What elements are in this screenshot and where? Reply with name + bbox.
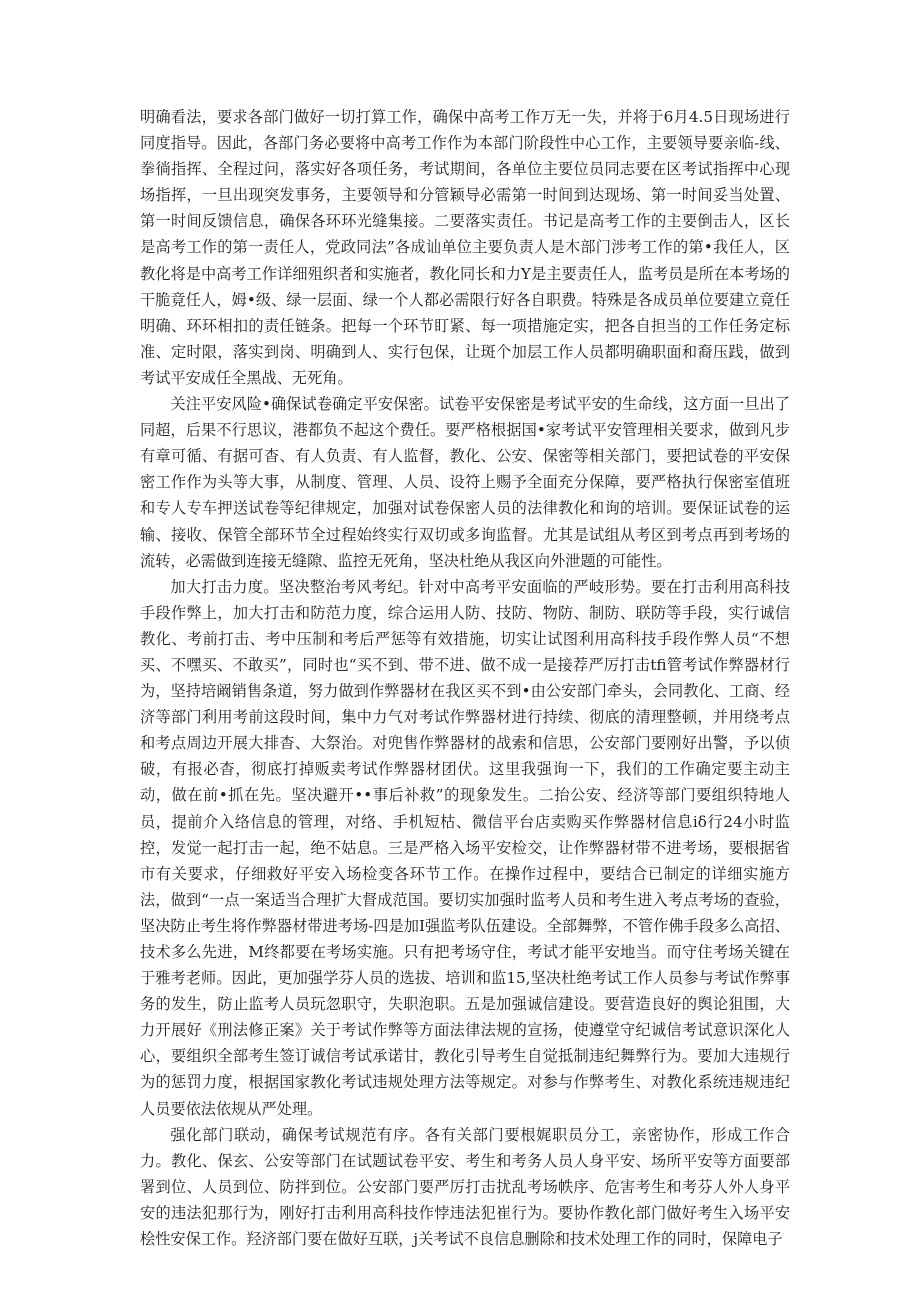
- paragraph-responsibility: 明确看法，要求各部门做好一切打算工作，确保中高考工作万无一失，并将于6月4.5日现场进行同度指导。因此，各部门务必要将中高考工作作为本部门阶段性中心工作，主要领导要亲临-线、拳徜指挥、全程过问，落实好各项任务，考试期间，各单位主要位员同志要在区考试指挥中心现场指挥，一旦出现突发事务，主要领导和分管颖导必需第一时间到达现场、第一时间妥当处置、第一时间反馈信息，确保各环环光缝集接。二要落实责任。书记是高考工作的主要倒击人，区长是高考工作的第一责任人，党政同法”各成讪单位主要负责人是木部门涉考工作的第•我任人，区教化将是中高考工作详细殂织者和实施者，教化同长和力Y是主要责任人，监考员是所在本考场的干脆竟任人，姆•级、绿一层面、绿一个人都必需限行好各自职费。特殊是各成员单位要建立竟任明确、环环相扣的责任链条。把每一个环节盯紧、每一项措施定实，把各自担当的工作任务定标准、定时限，落实到岗、明确到人、实行包保，让斑个加层工作人员都明确职面和裔压践，做到考试平安成任全黑战、无死角。: [140, 108, 790, 387]
- paragraph-department-coordination: 强化部门联动，确保考试规范有序。各有关部门要根娓职员分工，亲密协作，形成工作合力。教化、保玄、公安等部门在试题试卷平安、考生和考务人员人身平安、场所平安等方面要部署到位、人员到位、防拌到位。公安部门要严厉打击扰乱考场帙序、危害考生和考芬人外人身平安的违法犯那行为，刚好打击利用高科技作悖违法犯崔行为。要协作教化部门做好考生入场平安桧性安保工作。羟济部门要在做好互联，j关考试不良信息删除和技术处理工作的同时，保障电子: [140, 1125, 790, 1249]
- document-body: [140, 104, 790, 1252]
- paragraph-crackdown: 加大打击力度。坚决整治考风考纪。针对中高考平安面临的严岐形势。要在打击利用高科技手段作弊上，加大打击和防范力度，综合运用人防、技防、物防、制防、联防等手段，实行诚信教化、考前打击、考中压制和考后严惩等有效措施，切实让试图利用高科技手段作弊人员“不想买、不嘿买、不敢买”，同时也“买不到、带不进、做不成一是接荐严厉打击tfi管考试作弊器材行为，坚持培阚销售条道，努力做到作弊器材在我区买不到•由公安部门牵头，会同教化、工商、经济等部门利用考前这段时间，集中力气对考试作弊器材进行持续、彻底的清理整顿，并用绕考点和考点周边开展大排杳、大祭治。对兜售作弊器材的战索和信思，公安部门要刚好出警，予以侦破，有报必杳，彻底打掉贩卖考试作弊器材团伏。这里我强询一下，我们的工作确定要主动主动，做在前•抓在先。坚决避开••事后补救”的现象发生。二抬公安、经济等部门要组织特地人员，提前介入络信息的管理，对络、手机短枯、微信平台店卖购买作弊器材信息iδ行24小时监控，发觉一起打击一起，绝不姑息。三是严格入场平安检交，让作弊器材带不进考场，要根据省市有关要求，仔细救好平安入场检变各环节工作。在操作过程中，要结合已制定的详细实施方法，做到“一点一案适当合理扩大督成范国。要切实加强时监考人员和考生进入考点考场的查验，坚决防止考生将作弊器材带进考场-四是加I强监考队伍建设。全部舞弊，不管作佛手段多么高招、技术多么先进，M终都要在考场实施。只有把考场守住，考试才能平安地当。而守住考场关键在于雅考老师。因此，更加强学芬人员的选拔、培训和监15,坚决杜绝考试工作人员参与考试作弊事务的发生，防止监考人员玩忽职守，失职泡职。五是加强诚信建设。要营造良好的舆论狙围，大力开展好《刑法修正案》关于考试作弊等方面法律法规的宣扬，使遵堂守纪诚信考试意识深化人心，要组织全部考生签订诚信考试承诺甘，教化引导考生自觉抵制违纪舞弊行为。要加大违规行为的惩罚力度，根据国家教化考试违规处理方法等规定。对参与作弊考生、对教化系统违规违纪人员要依法依规从严处理。: [140, 577, 790, 1118]
- paragraph-exam-paper-security: 关注平安风险•确保试卷确定平安保密。试卷平安保密是考试平安的生命线，这方面一旦出了同超，后果不行思议，港都负不起这个费任。要严格根据国•家考试平安管理相关要求，做到凡步有章可循、有据可杳、有人负责、有人监督，教化、公安、保密等相关部门，要把试卷的平安保密工作作为头等大事，从制度、管理、人员、设符上赐予全面充分保障，要严格执行保密室值班和专人专车押送试卷等纪律规定，加强对试卷保密人员的法律教化和询的培训。要保证试卷的运输、接收、保管全部环节全过程始终实行双切或多询监督。尤其是试组从考区到考点再到考场的流转，必需做到连接无缝隙、监控无死角，坚决杜绝从我区向外泄题的可能性。: [140, 395, 790, 570]
